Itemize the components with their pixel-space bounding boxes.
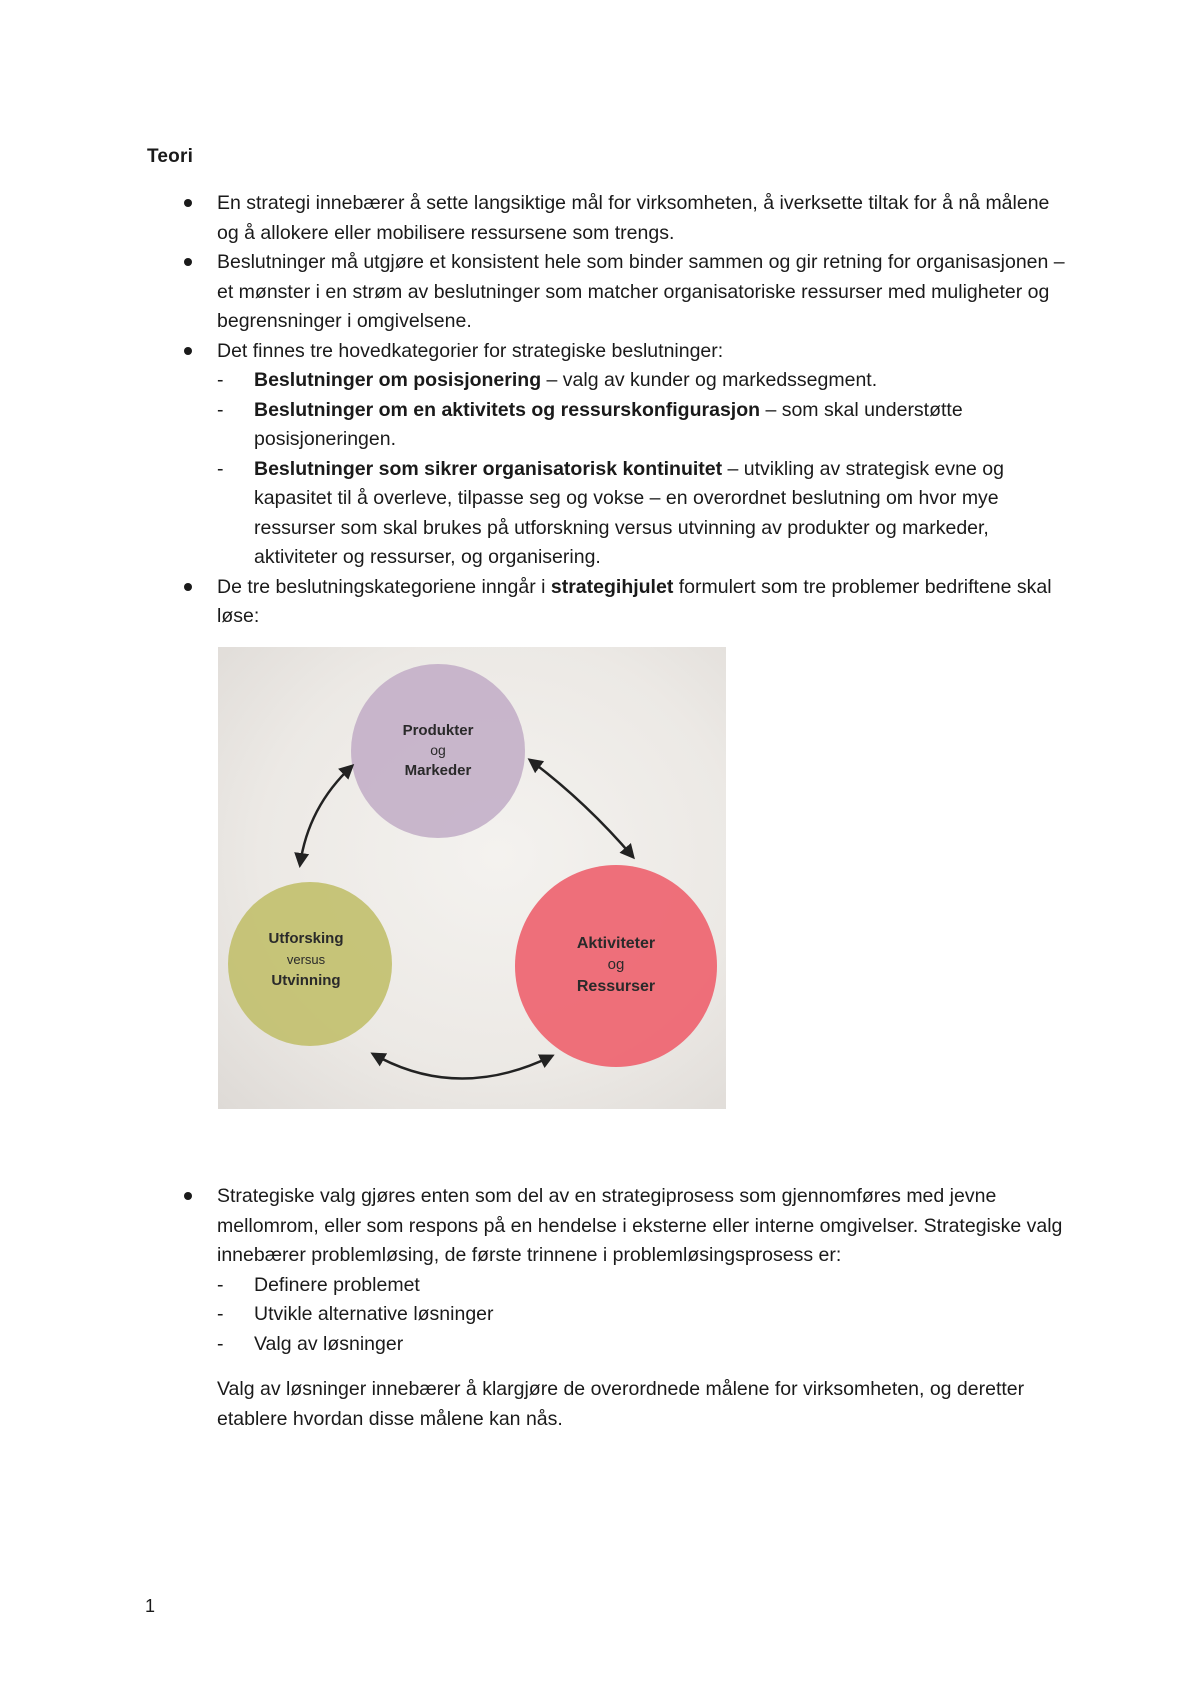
bullet-strategy-wheel: [147, 573, 1067, 632]
category-title: Beslutninger som sikrer organisatorisk kontinuitet: [254, 457, 723, 480]
category-continuity: [147, 455, 1067, 573]
label-versus: versus: [286, 952, 326, 967]
category-title: Beslutninger om en aktivitets og ressurskonfigurasjon: [254, 398, 761, 421]
bullet-consistent-decisions: Beslutninger må utgjøre et konsistent hele som binder sammen og gir retning for organisasjonen – et mønster i en strøm av beslutninger som matcher organisatoriske ressurser med muligheter og begrensninger i omgivelsene.: [147, 248, 1067, 337]
category-activity-resources: [147, 396, 1067, 455]
bullet-three-categories: Det finnes tre hovedkategorier for strategiske beslutninger:: [147, 337, 1067, 367]
wheel-text-before: De tre beslutningskategoriene inngår i: [217, 575, 551, 598]
arrow-exploration-activities: [373, 1054, 552, 1079]
step-item: - Valg av løsninger: [147, 1330, 1067, 1360]
label-resources: Ressurser: [576, 978, 656, 995]
strategy-wheel-diagram: [218, 647, 726, 1109]
wheel-term: strategihjulet: [550, 575, 674, 598]
category-positioning: [147, 366, 1067, 396]
page-number: 1: [145, 1596, 156, 1616]
step-item: - Definere problemet: [147, 1271, 1067, 1301]
label-products: Produkter: [402, 722, 474, 739]
label-exploitation: Utvinning: [271, 972, 341, 989]
section-heading: Teori: [147, 146, 194, 167]
label-og-top: og: [430, 742, 446, 758]
step-item: - Utvikle alternative løsninger: [147, 1300, 1067, 1330]
category-description: – som skal understøtte posisjoneringen.: [254, 398, 963, 450]
category-title: Beslutninger om posisjonering: [254, 369, 542, 391]
arrow-products-activities: [530, 760, 633, 857]
bullet-strategic-choices: Strategiske valg gjøres enten som del av en strategiprosess som gjennomføres med jevne mellomrom, eller som respons på en hendelse i eksterne eller interne omgivelser. Strategiske valg innebærer problemløsing, de første trinnene i problemløsingsprosess er:: [147, 1182, 1067, 1271]
label-markets: Markeder: [404, 762, 472, 779]
theory-section-bottom: [147, 1182, 1067, 1434]
wheel-text-after: formulert som tre problemer bedriftene skal løse:: [217, 575, 1052, 627]
category-description: – utvikling av strategisk evne og kapasitet til å overleve, tilpasse seg og vokse – en overordnet beslutning om hvor mye ressurser som skal brukes på utforskning versus utvinning av produkter og markeder, aktiviteter og ressurser, og organisering.: [254, 457, 1004, 568]
strategy-wheel-figure: [218, 647, 726, 1109]
label-activities: Aktiviteter: [576, 935, 656, 952]
category-description: – valg av kunder og markedssegment.: [541, 369, 878, 391]
label-og-right: og: [607, 956, 625, 973]
theory-section-top: [147, 189, 1067, 632]
label-exploration: Utforsking: [268, 930, 344, 947]
arrow-products-exploration: [300, 766, 352, 865]
bullet-strategy-definition: En strategi innebærer å sette langsiktige mål for virksomheten, å iverksette tiltak for å nå målene og å allokere eller mobilisere ressursene som trengs.: [147, 189, 1067, 248]
closing-paragraph: Valg av løsninger innebærer å klargjøre de overordnede målene for virksomheten, og deretter etablere hvordan disse målene kan nås.: [217, 1378, 1025, 1430]
